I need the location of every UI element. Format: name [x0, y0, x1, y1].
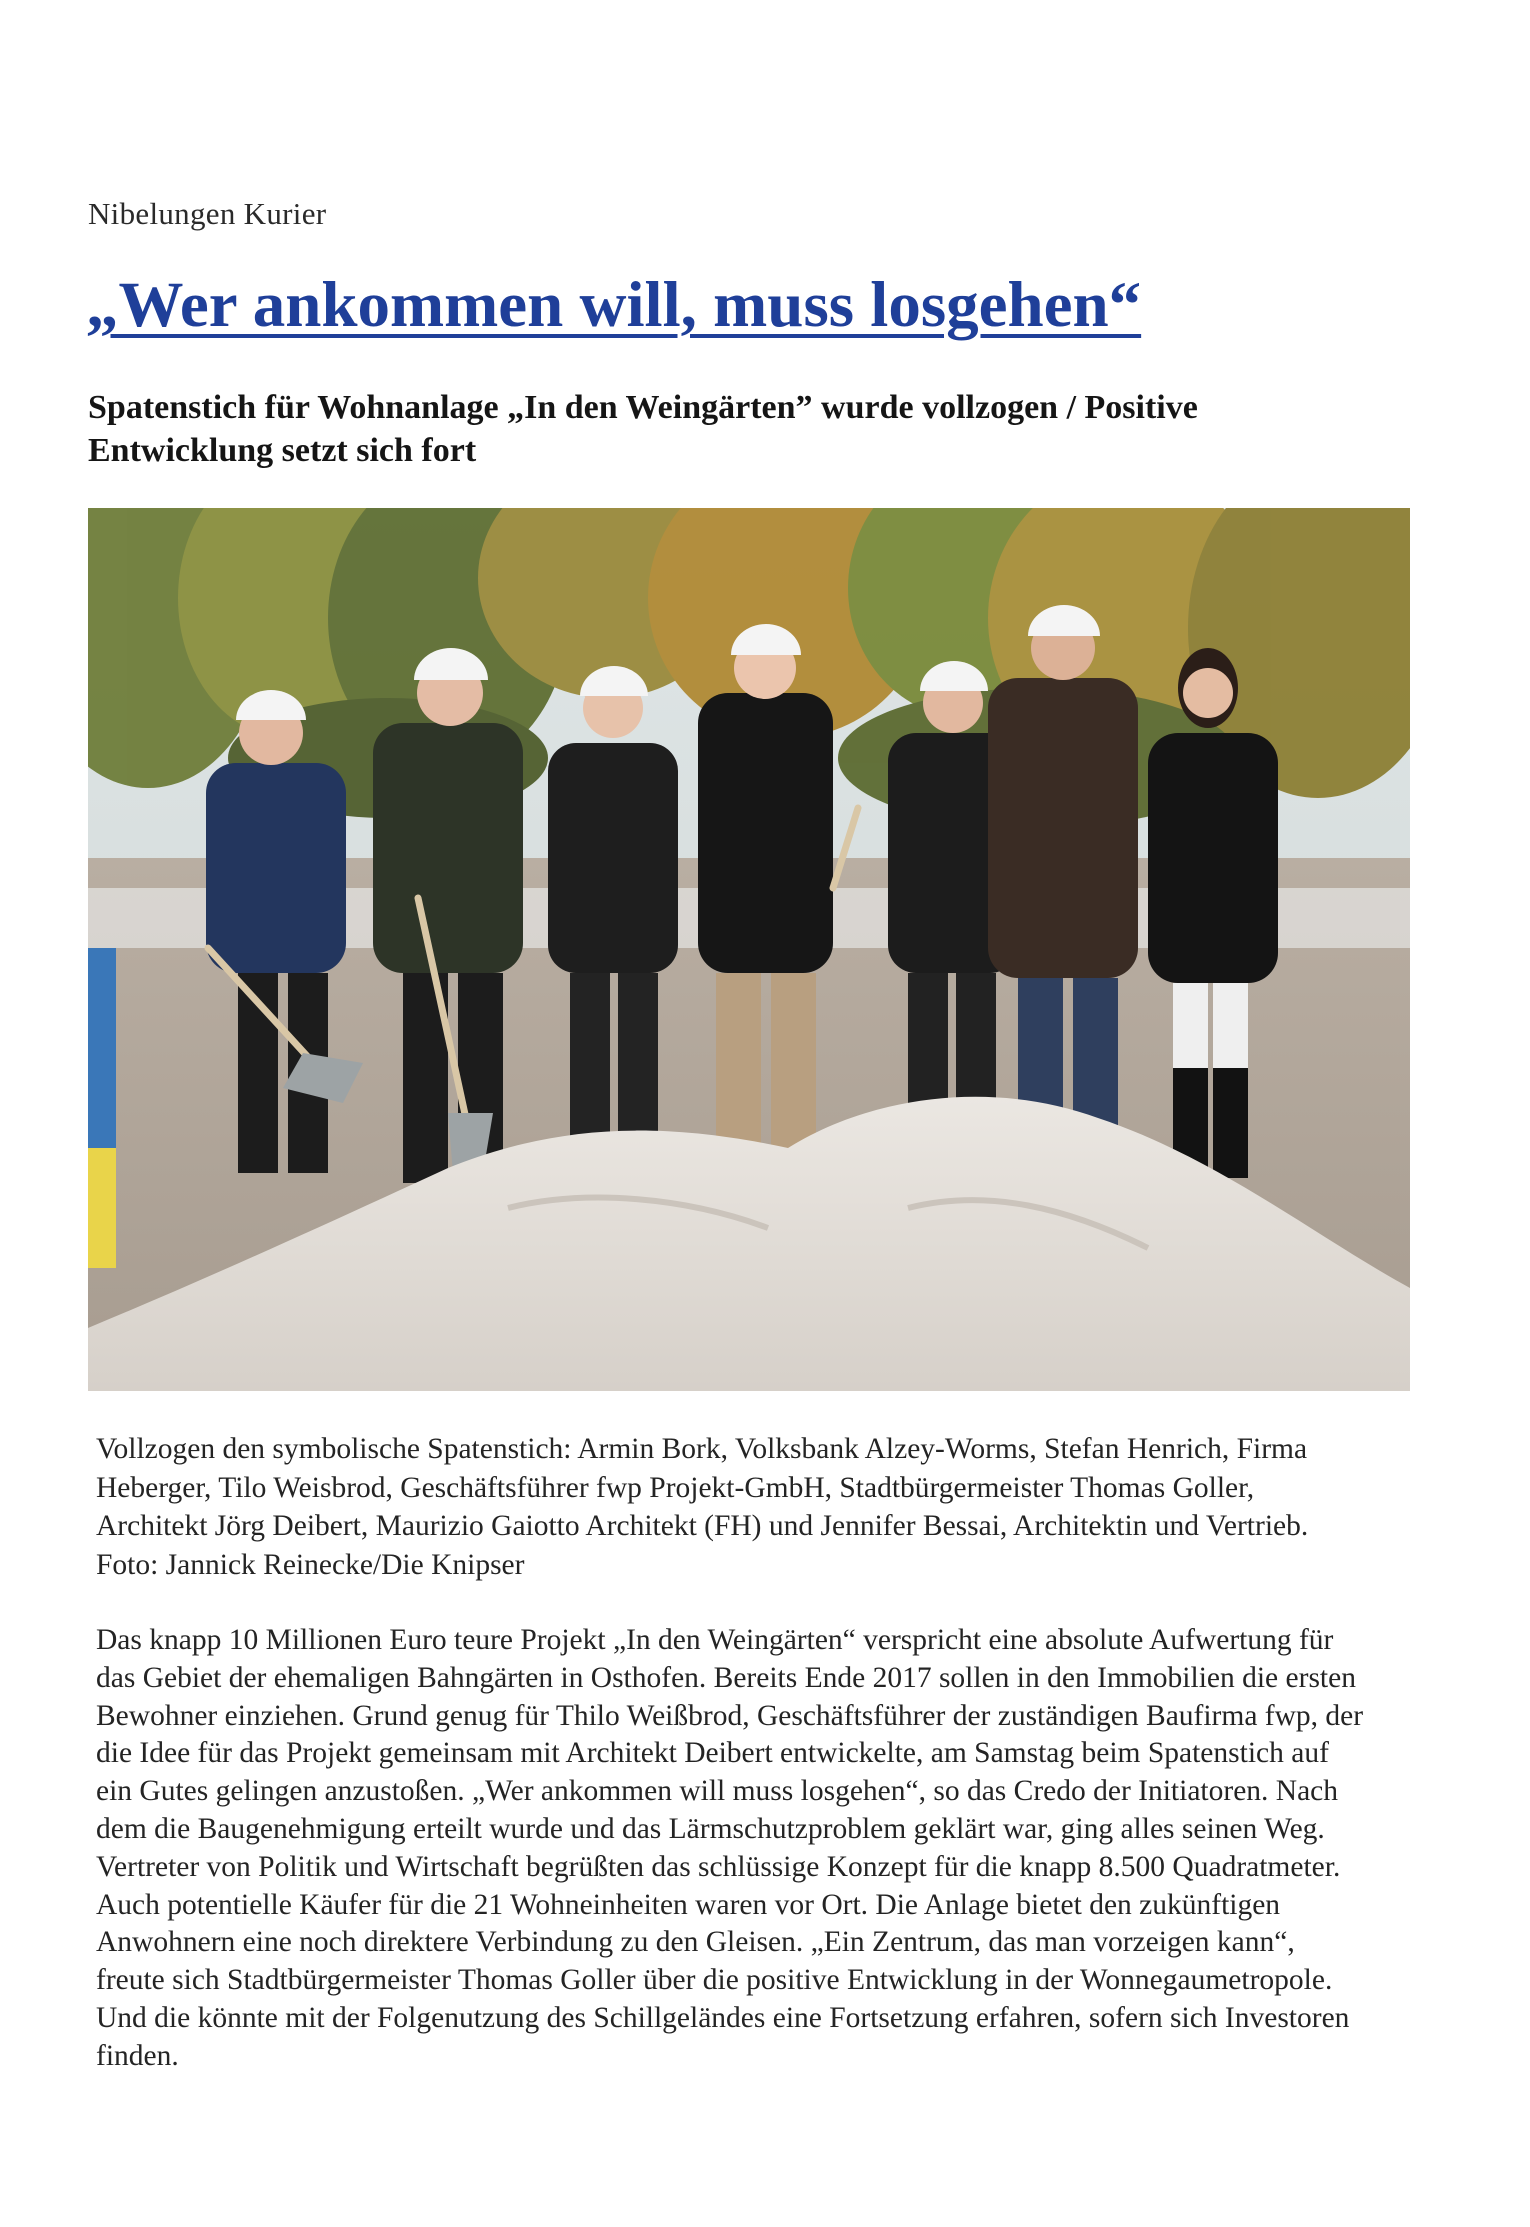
article-body: Das knapp 10 Millionen Euro teure Projekt „In den Weingärten“ verspricht eine absolute Aufwertung für das Gebiet der ehemaligen Bahngärten in Osthofen. Bereits Ende 2017 sollen in den Immobilien die ersten Bewohner einziehen. Grund genug für Thilo Weißbrod, Geschäftsführer der zuständigen Baufirma fwp, der die Idee für das Projekt gemeinsam mit Architekt Deibert entwickelte, am Samstag beim Spatenstich auf ein Gutes gelingen anzustoßen. „Wer ankommen will muss losgehen“, so das Credo der Initiatoren. Nach dem die Baugenehmigung erteilt wurde und das Lärmschutzproblem geklärt war, ging alles seinen Weg. Vertreter von Politik und Wirtschaft begrüßten das schlüssige Konzept für die knapp 8.500 Quadratmeter. Auch potentielle Käufer für die 21 Wohneinheiten waren vor Ort. Die Anlage bietet den zukünftigen Anwohnern eine noch direktere Verbindung zu den Gleisen. „Ein Zentrum, das man vorzeigen kann“, freute sich Stadtbürgermeister Thomas Goller über die positive Entwicklung in der Wonnegaumetropole. Und die könnte mit der Folgenutzung des Schillgeländes eine Fortsetzung erfahren, sofern sich Investoren finden.: [96, 1624, 1364, 2072]
photo-caption: Vollzogen den symbolische Spatenstich: Armin Bork, Volksbank Alzey-Worms, Stefan Henrich, Firma Heberger, Tilo Weisbrod, Geschäftsführer fwp Projekt-GmbH, Stadtbürgermeister Thomas Goller, Architekt Jörg Deibert, Maurizio Gaiotto Architekt (FH) und Jennifer Bessai, Architektin und Vertrieb. Foto: Jannick Reinecke/Die Knipser: [96, 1433, 1309, 1581]
article-headline: „Wer ankommen will, muss losgehen“: [86, 269, 1142, 341]
groundbreaking-photo: [88, 508, 1410, 1391]
publication-name: Nibelungen Kurier: [88, 196, 327, 231]
article-subheadline: Spatenstich für Wohnanlage „In den Weingärten” wurde vollzogen / Positive Entwicklung setzt sich fort: [88, 389, 1198, 469]
photo-illustration: [88, 508, 1410, 1391]
